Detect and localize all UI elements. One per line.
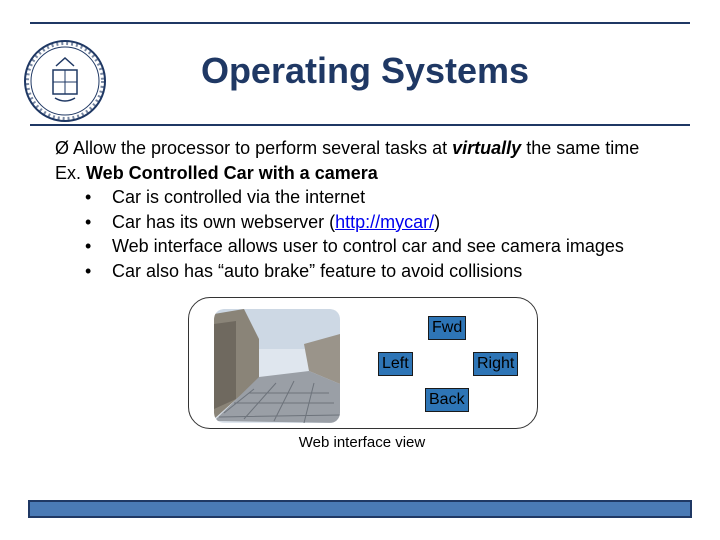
right-button[interactable]: Right (473, 352, 518, 376)
list-item (55, 259, 715, 284)
top-rule (30, 22, 690, 24)
list-item (55, 234, 715, 259)
list-item (55, 210, 715, 235)
example-prefix: Ex. (55, 162, 87, 183)
mycar-link[interactable]: http://mycar/ (335, 211, 435, 232)
bullet-dot-icon: • (85, 236, 92, 256)
list-item-text: Car is controlled via the internet (112, 187, 366, 207)
intro-line (55, 136, 715, 161)
intro-suffix: the same time (521, 138, 640, 158)
fwd-button[interactable]: Fwd (428, 316, 466, 340)
example-title: Web Controlled Car with a camera (86, 162, 378, 183)
bullet-dot-icon: • (85, 211, 92, 232)
arrow-bullet-icon: Ø (55, 138, 70, 158)
emphasis-text: virtually (452, 138, 522, 158)
left-button[interactable]: Left (378, 352, 413, 376)
list-item-text: Car also has “auto brake” feature to avoid collisions (112, 260, 523, 281)
university-seal-logo (22, 38, 108, 124)
back-button[interactable]: Back (425, 388, 469, 412)
list-item-text: Web interface allows user to control car and see camera images (112, 236, 624, 256)
list-item (55, 185, 715, 210)
intro-text: Allow the processor to perform several tasks at (73, 138, 453, 158)
web-interface-caption: Web interface view (298, 434, 426, 451)
title-underline (30, 124, 690, 126)
camera-image (214, 309, 340, 423)
example-line (55, 161, 715, 186)
slide-body (55, 136, 715, 283)
list-item-suffix: ) (434, 211, 441, 232)
footer-bar (28, 500, 692, 518)
bullet-dot-icon: • (85, 187, 92, 207)
feature-list (55, 185, 715, 283)
list-item-text: Car has its own webserver ( (112, 211, 336, 232)
bullet-dot-icon: • (85, 260, 92, 281)
slide-title: Operating Systems (200, 50, 530, 91)
